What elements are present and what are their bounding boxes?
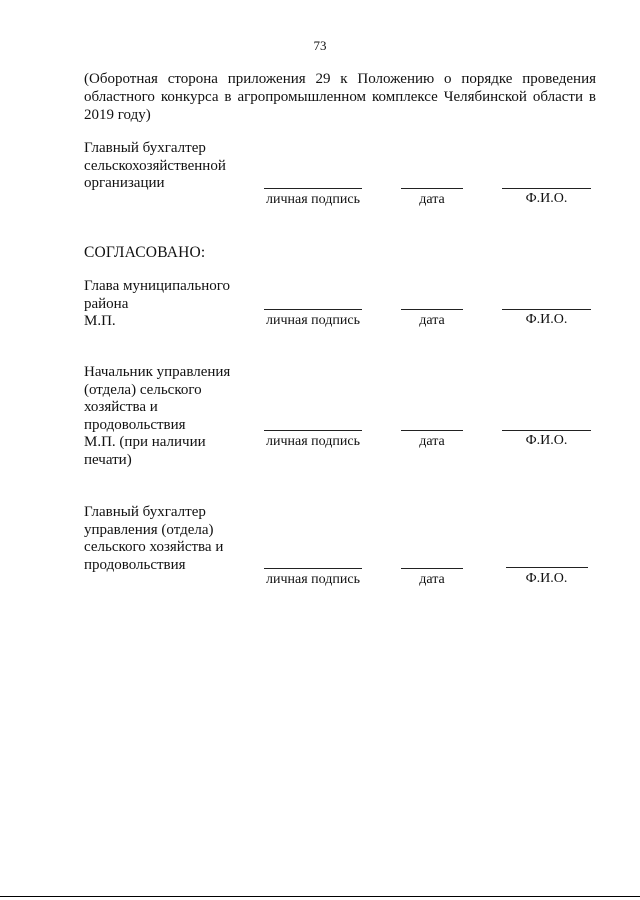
fio-line [502, 188, 591, 189]
signature-caption: личная подпись [266, 313, 360, 328]
fio-caption: Ф.И.О. [525, 191, 568, 206]
fio-line [506, 567, 588, 568]
fio-line [502, 430, 591, 431]
fio-caption: Ф.И.О. [525, 312, 568, 327]
date-caption: дата [419, 313, 445, 328]
date-line [401, 430, 463, 431]
date-caption: дата [419, 572, 445, 587]
signature-line [264, 309, 362, 310]
date-line [401, 568, 463, 569]
date-caption: дата [419, 434, 445, 449]
signature-line [264, 568, 362, 569]
date-line [401, 188, 463, 189]
appendix-note: (Оборотная сторона приложения 29 к Положению о порядке проведения областного конкурса в агропромышленном комплексе Челябинской области в 2019 году) [84, 71, 596, 123]
role-title: Главный бухгалтер сельскохозяйственной организации [84, 140, 226, 191]
signature-caption: личная подпись [266, 434, 360, 449]
fio-line [502, 309, 591, 310]
role-title: Глава муниципального района М.П. [84, 278, 231, 329]
date-caption: дата [419, 192, 445, 207]
page-bottom-edge [0, 896, 640, 897]
signature-caption: личная подпись [266, 192, 360, 207]
role-title: Начальник управления (отдела) сельского хозяйства и продовольствия М.П. (при наличии печати) [84, 364, 231, 468]
role-title: Главный бухгалтер управления (отдела) сельского хозяйства и продовольствия [84, 504, 224, 573]
signature-line [264, 430, 362, 431]
page-number: 73 [313, 38, 327, 53]
signature-line [264, 188, 362, 189]
signature-caption: личная подпись [266, 572, 360, 587]
agreed-heading: СОГЛАСОВАНО: [84, 244, 206, 261]
fio-caption: Ф.И.О. [525, 433, 568, 448]
date-line [401, 309, 463, 310]
fio-caption: Ф.И.О. [525, 571, 568, 586]
